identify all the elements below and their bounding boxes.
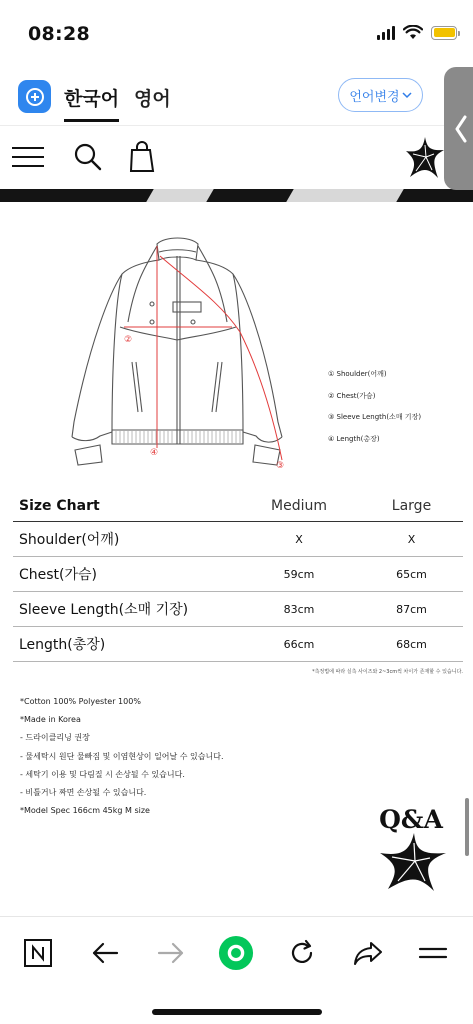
green-dot-icon[interactable]: [218, 935, 254, 971]
chevron-down-icon: [402, 91, 412, 99]
banner-image-strip: [0, 189, 473, 202]
header-size-chart: Size Chart: [19, 497, 100, 514]
legend-sleeve: ③ Sleeve Length(소매 기장): [328, 413, 422, 421]
row-medium: X: [295, 532, 303, 546]
brand-starfish-icon[interactable]: [404, 135, 446, 181]
legend-length: ④ Length(총장): [328, 434, 380, 443]
table-header-row: [13, 490, 463, 522]
header-large: Large: [391, 497, 432, 514]
scrollbar-thumb[interactable]: [465, 798, 469, 856]
status-bar: [0, 0, 473, 64]
home-indicator[interactable]: [152, 1009, 322, 1015]
row-medium: 59cm: [283, 567, 315, 581]
share-icon[interactable]: [350, 935, 386, 971]
header-medium: Medium: [271, 497, 327, 514]
translate-logo-icon[interactable]: [18, 80, 51, 113]
note-line: - 드라이클리닝 권장: [20, 733, 90, 743]
marker-4: ④: [150, 448, 159, 458]
product-notes: [20, 693, 224, 820]
row-medium: 66cm: [283, 637, 315, 651]
status-time: 08:28: [28, 23, 90, 45]
site-header: [0, 127, 473, 189]
note-line: - 비틀거나 짜면 손상될 수 있습니다.: [20, 787, 147, 797]
jacket-size-diagram: [60, 222, 310, 477]
battery-icon: [431, 26, 457, 40]
marker-2: ②: [124, 335, 133, 345]
search-icon[interactable]: [73, 142, 103, 172]
note-line: *Made in Korea: [20, 715, 81, 725]
qa-starfish-icon: [378, 831, 448, 893]
table-row: [13, 592, 463, 627]
tab-korean[interactable]: 한국어: [64, 84, 119, 111]
row-large: 87cm: [396, 602, 427, 616]
note-line: - 세탁기 이용 및 다림질 시 손상될 수 있습니다.: [20, 769, 185, 779]
tab-english[interactable]: 영어: [134, 88, 171, 110]
translate-bar: [0, 64, 473, 126]
status-icons: [377, 25, 457, 40]
wifi-icon: [403, 25, 423, 40]
side-pull-tab[interactable]: [444, 67, 473, 190]
measurement-note: *측정법에 따라 실측 사이즈와 2~3cm씩 차이가 존재할 수 있습니다.: [312, 669, 463, 675]
table-row: [13, 557, 463, 592]
refresh-icon[interactable]: [284, 935, 320, 971]
menu-icon[interactable]: [415, 935, 451, 971]
row-label: Shoulder(어깨): [19, 532, 120, 548]
diagram-legend: [328, 364, 421, 450]
row-label: Chest(가슴): [19, 567, 98, 583]
note-line: *Cotton 100% Polyester 100%: [20, 697, 141, 706]
table-row: [13, 522, 463, 557]
row-medium: 83cm: [283, 602, 315, 616]
hamburger-menu-icon[interactable]: [12, 147, 44, 167]
change-language-button[interactable]: [338, 78, 423, 112]
note-line: - 물세탁시 원단 물빠짐 및 이염현상이 일어날 수 있습니다.: [20, 751, 224, 761]
forward-arrow-icon[interactable]: [153, 935, 189, 971]
size-chart-table: [13, 490, 463, 662]
row-large: X: [407, 532, 416, 546]
chevron-left-icon: [454, 114, 468, 144]
row-large: 68cm: [396, 637, 427, 651]
signal-icon: [377, 26, 395, 40]
qa-logo-text: Q&A: [379, 805, 443, 834]
legend-chest: ② Chest(가슴): [328, 391, 376, 400]
back-arrow-icon[interactable]: [87, 935, 123, 971]
browser-bottom-toolbar: [0, 916, 473, 1024]
note-line: *Model Spec 166cm 45kg M size: [20, 806, 150, 816]
shopping-bag-icon[interactable]: [128, 141, 156, 173]
naver-home-icon[interactable]: [20, 935, 56, 971]
legend-shoulder: ① Shoulder(어깨): [328, 370, 387, 378]
marker-3: ③: [276, 461, 285, 471]
row-label: Length(총장): [19, 637, 106, 653]
table-row: [13, 627, 463, 662]
qa-logo-button[interactable]: [366, 805, 456, 895]
row-large: 65cm: [396, 567, 427, 581]
change-language-label: 언어변경: [349, 89, 400, 105]
row-label: Sleeve Length(소매 기장): [19, 602, 189, 618]
